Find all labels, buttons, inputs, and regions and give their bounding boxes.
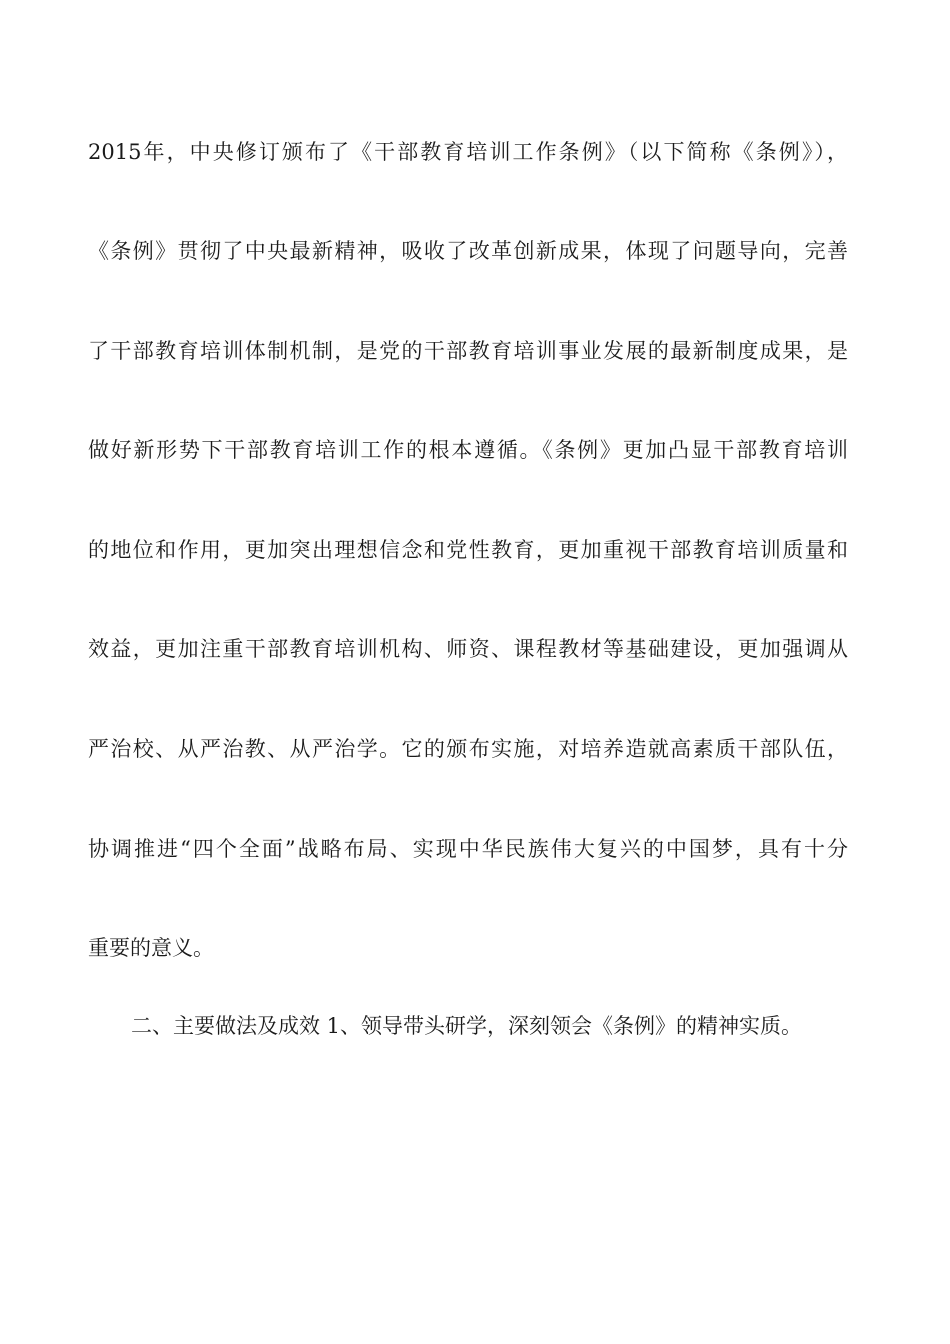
paragraph-line-4: 做好新形势下干部教育培训工作的根本遵循。《条例》更加凸显干部教育培训 [88, 438, 848, 462]
paragraph-line-6: 效益，更加注重干部教育培训机构、师资、课程教材等基础建设，更加强调从 [88, 637, 848, 661]
paragraph-line-2: 《条例》贯彻了中央最新精神，吸收了改革创新成果，体现了问题导向，完善 [88, 239, 848, 263]
section-heading-line: 二、主要做法及成效 1、领导带头研学，深刻领会《条例》的精神实质。 [131, 1014, 803, 1038]
paragraph-line-8: 协调推进“四个全面”战略布局、实现中华民族伟大复兴的中国梦，具有十分 [88, 837, 848, 861]
paragraph-line-1: 2015年，中央修订颁布了《干部教育培训工作条例》（以下简称《条例》）， [88, 140, 848, 164]
paragraph-line-7: 严治校、从严治教、从严治学。它的颁布实施，对培养造就高素质干部队伍， [88, 737, 848, 761]
paragraph-line-3: 了干部教育培训体制机制，是党的干部教育培训事业发展的最新制度成果，是 [88, 339, 848, 363]
paragraph-line-5: 的地位和作用，更加突出理想信念和党性教育，更加重视干部教育培训质量和 [88, 538, 848, 562]
paragraph-line-9: 重要的意义。 [88, 936, 214, 960]
